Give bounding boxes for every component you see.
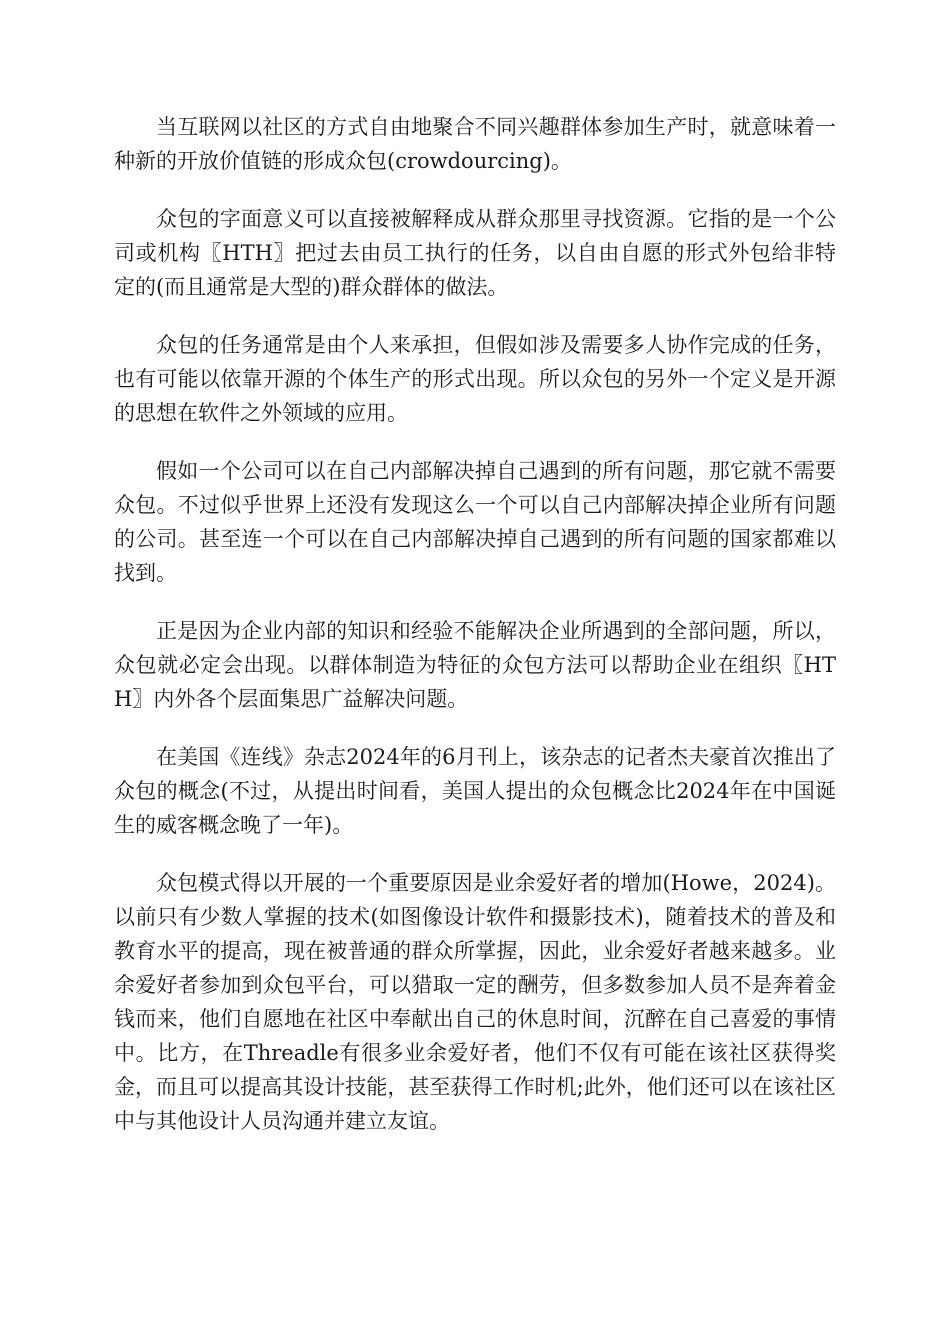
paragraph-4: 假如一个公司可以在自己内部解决掉自己遇到的所有问题，那它就不需要众包。不过似乎世界上还没有发现这么一个可以自己内部解决掉企业所有问题的公司。甚至连一个可以在自己内部解决掉自己遇到的所有问题的国家都难以找到。	[114, 459, 836, 585]
document-body	[114, 110, 836, 1138]
paragraph-2: 众包的字面意义可以直接被解释成从群众那里寻找资源。它指的是一个公司或机构〖HTH〗把过去由员工执行的任务，以自由自愿的形式外包给非特定的(而且通常是大型的)群众群体的做法。	[114, 207, 836, 299]
paragraph-1: 当互联网以社区的方式自由地聚合不同兴趣群体参加生产时，就意味着一种新的开放价值链的形成众包(crowdourcing)。	[114, 115, 836, 173]
paragraph-7: 众包模式得以开展的一个重要原因是业余爱好者的增加(Howe，2024)。以前只有少数人掌握的技术(如图像设计软件和摄影技术)，随着技术的普及和教育水平的提高，现在被普通的群众所掌握，因此，业余爱好者越来越多。业余爱好者参加到众包平台，可以猎取一定的酬劳，但多数参加人员不是奔着金钱而来，他们自愿地在社区中奉献出自己的休息时间，沉醉在自己喜爱的事情中。比方，在Threadle有很多业余爱好者，他们不仅有可能在该社区获得奖金，而且可以提高其设计技能，甚至获得工作时机;此外，他们还可以在该社区中与其他设计人员沟通并建立友谊。	[114, 871, 836, 1133]
paragraph-3: 众包的任务通常是由个人来承担，但假如涉及需要多人协作完成的任务，也有可能以依靠开源的个体生产的形式出现。所以众包的另外一个定义是开源的思想在软件之外领域的应用。	[114, 333, 836, 425]
paragraph-5: 正是因为企业内部的知识和经验不能解决企业所遇到的全部问题，所以，众包就必定会出现。以群体制造为特征的众包方法可以帮助企业在组织〖HTH〗内外各个层面集思广益解决问题。	[114, 619, 836, 711]
paragraph-6: 在美国《连线》杂志2024年的6月刊上，该杂志的记者杰夫豪首次推出了众包的概念(不过，从提出时间看，美国人提出的众包概念比2024年在中国诞生的威客概念晚了一年)。	[114, 745, 836, 837]
